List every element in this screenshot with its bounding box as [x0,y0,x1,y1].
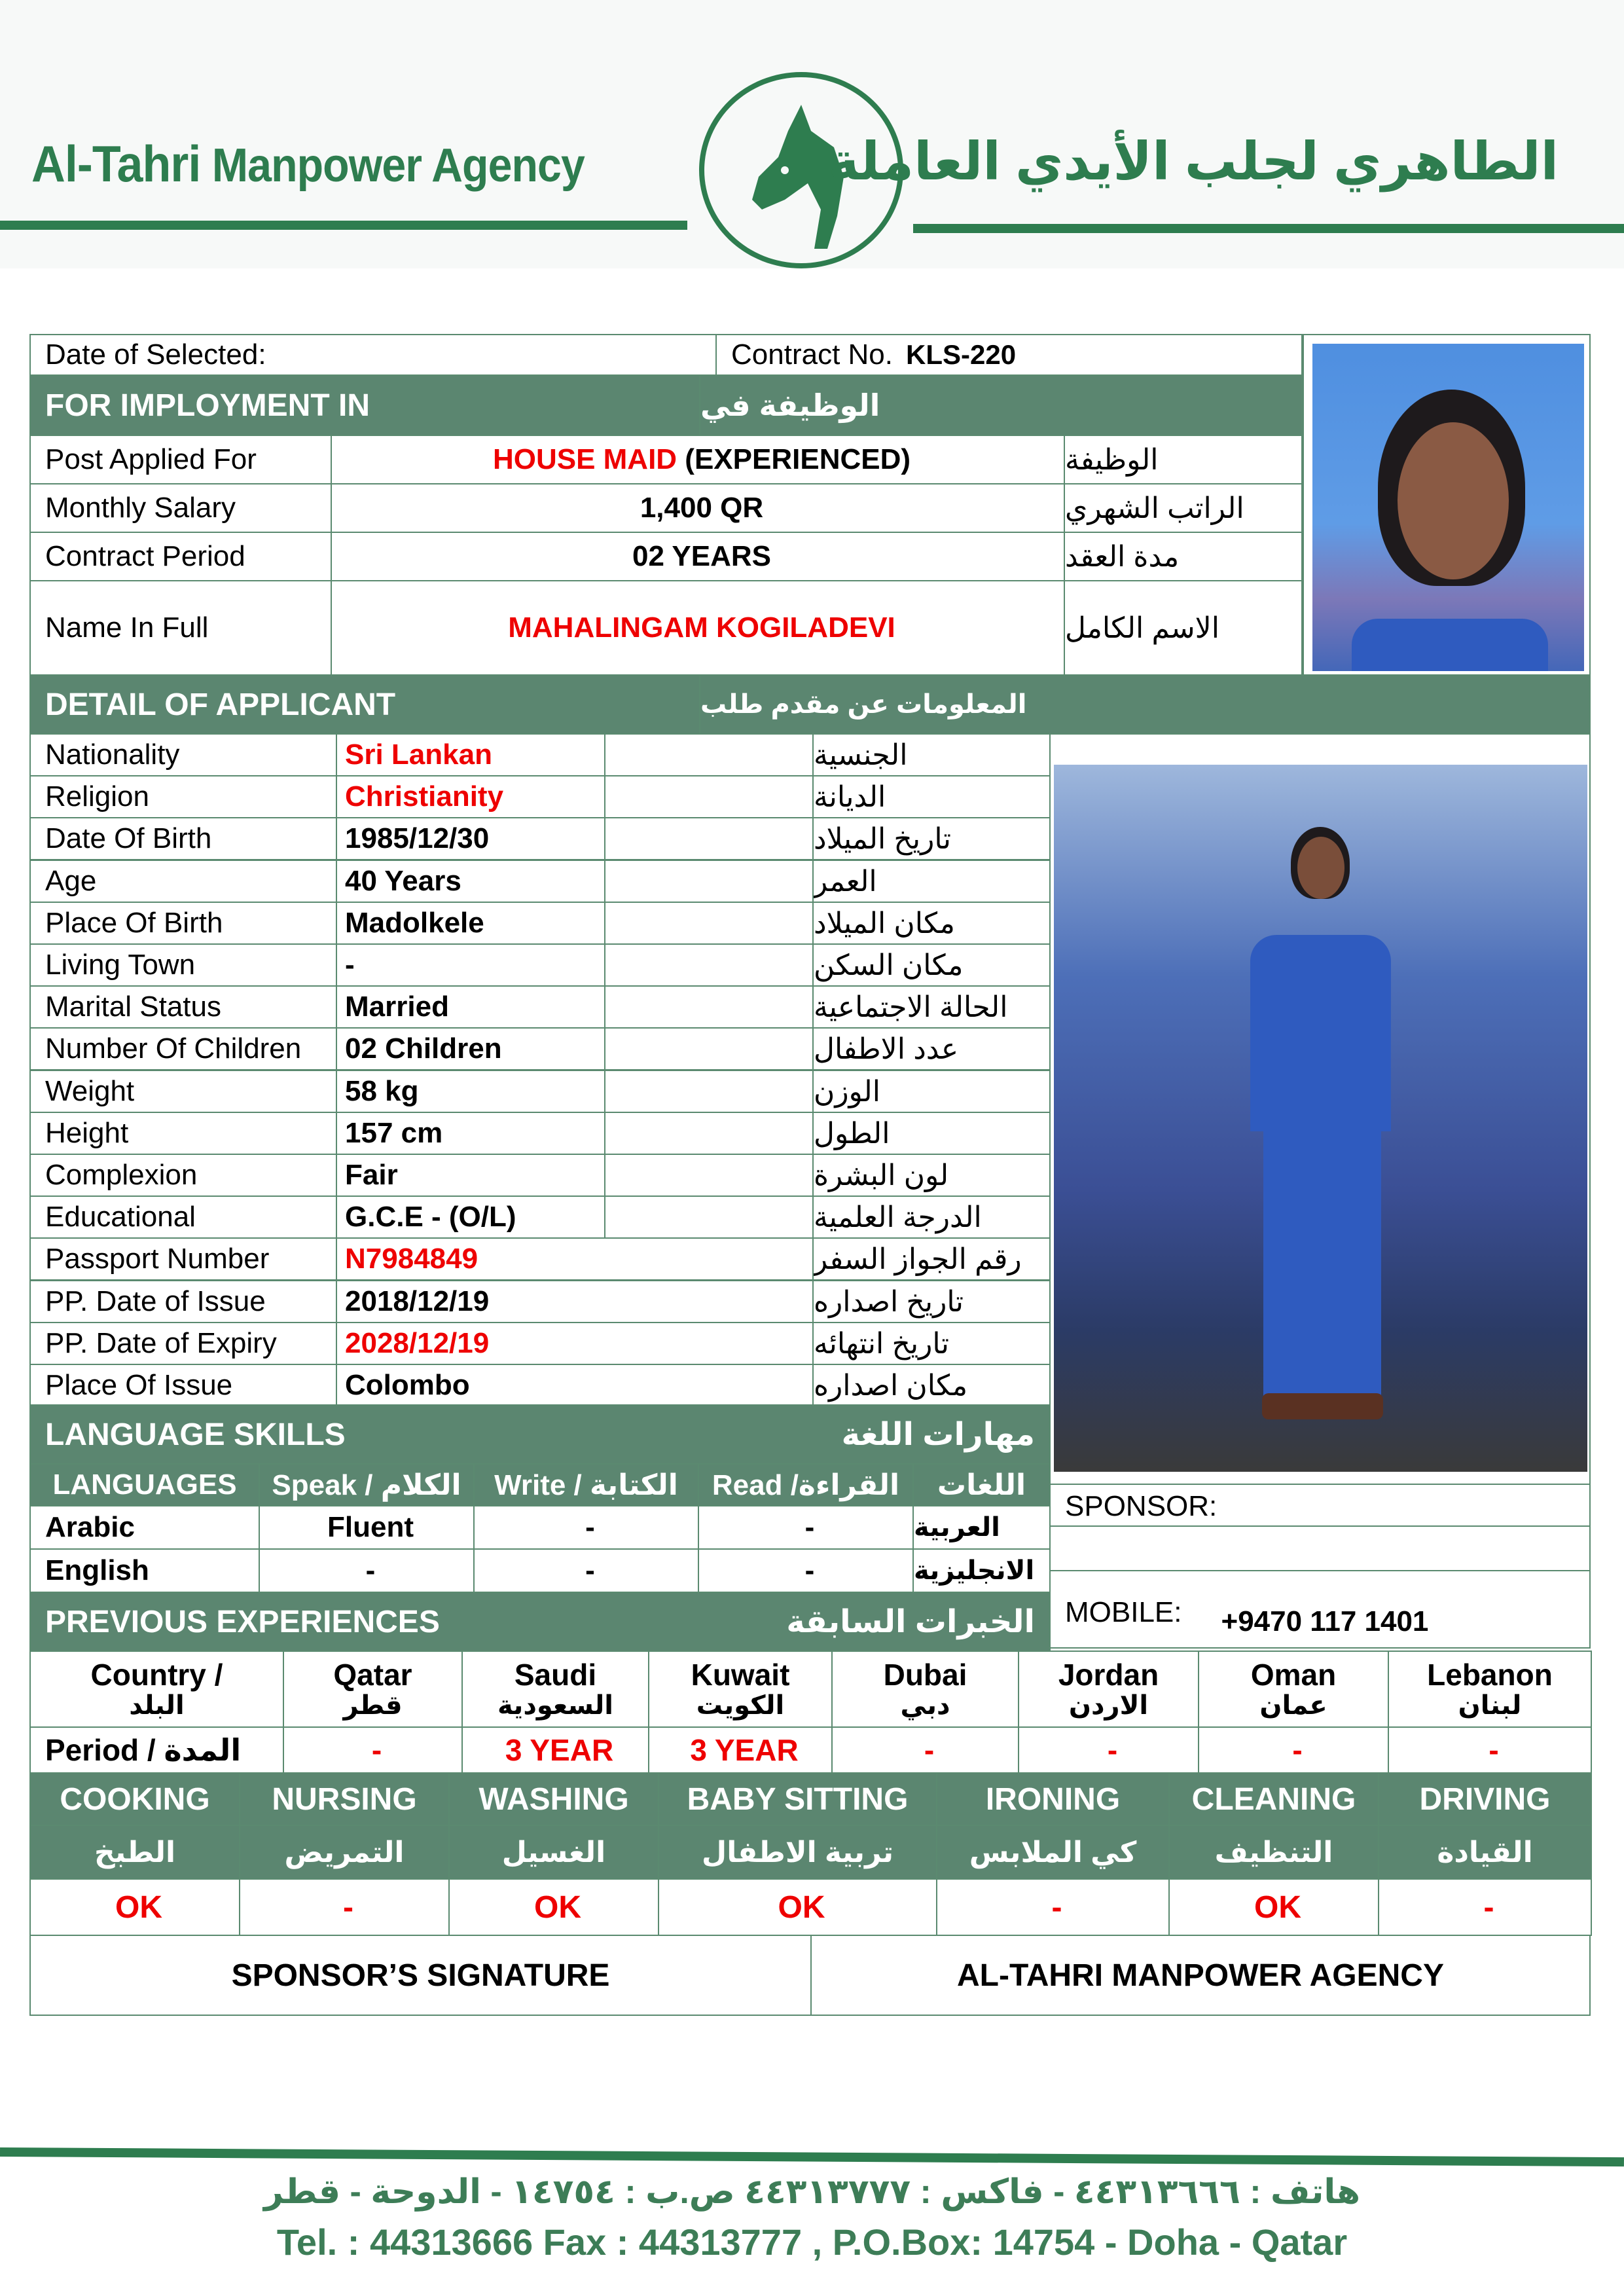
country-name-ar: الكويت [696,1691,785,1721]
applicant-label: Height [29,1112,337,1155]
contract-period-value: 02 YEARS [331,532,1065,581]
experience-title-ar: الخبرات السابقة [786,1605,1035,1639]
applicant-value: Sri Lankan [336,733,605,776]
full-name-label-ar: الاسم الكامل [1064,580,1303,676]
applicant-label-ar: رقم الجواز السفر [812,1237,1051,1281]
skill-header-ar: التمريض [239,1825,450,1880]
experience-header [29,1592,1051,1652]
applicant-value: G.C.E - (O/L) [336,1195,605,1239]
applicant-label: Nationality [29,733,337,776]
contract-no-value: KLS-220 [905,339,1017,370]
contract-period-label-ar: مدة العقد [1064,532,1303,581]
skill-header-ar: الطبخ [29,1825,240,1880]
lang-arabic-name: Arabic [29,1505,260,1550]
applicant-label-ar: الجنسية [812,733,1051,776]
applicant-header-en: DETAIL OF APPLICANT [29,674,700,735]
country-name-ar: دبي [900,1691,950,1721]
language-skills-title-ar: مهارات اللغة [841,1417,1035,1452]
applicant-label: Weight [29,1070,337,1113]
applicant-label-ar: الحالة الاجتماعية [812,985,1051,1029]
experience-country [1388,1651,1592,1728]
lang-arabic-write: - [473,1505,699,1550]
experience-period: - [1018,1726,1199,1774]
experience-country [283,1651,463,1728]
full-name-value: MAHALINGAM KOGILADEVI [331,580,1065,676]
country-name-en: Dubai [883,1657,967,1692]
country-header-ar: البلد [129,1691,185,1721]
lang-english-name-ar: الانجليزية [912,1548,1051,1593]
applicant-blank-cell [604,1195,814,1239]
applicant-label-ar: الوزن [812,1070,1051,1113]
date-selected-cell [29,334,717,376]
applicant-label: Living Town [29,943,337,987]
country-name-en: Lebanon [1427,1657,1553,1692]
skill-header-en: NURSING [239,1772,450,1826]
applicant-label-ar: مكان اصداره [812,1364,1051,1407]
agency-name-arabic: الطاهري لجلب الأيدي العاملة [828,132,1559,191]
applicant-value: Christianity [336,775,605,818]
applicant-blank-cell [604,985,814,1029]
applicant-label: Passport Number [29,1237,337,1281]
applicant-blank-cell [604,1027,814,1070]
skill-header-ar: التنظيف [1168,1825,1379,1880]
contract-no-cell [715,334,1303,376]
skill-header-en: DRIVING [1378,1772,1592,1826]
experience-country [831,1651,1019,1728]
skill-value: - [936,1878,1170,1936]
experience-period: 3 YEAR [648,1726,833,1774]
skill-value: OK [658,1878,937,1936]
applicant-value: Married [336,985,605,1029]
country-name-ar: لبنان [1458,1691,1522,1721]
applicant-blank-cell [604,1112,814,1155]
mobile-label: MOBILE: [1065,1596,1182,1628]
agency-name-english [31,134,585,194]
lang-english-speak: - [259,1548,475,1593]
applicant-full-body-photo [1054,765,1587,1472]
post-applied-role: HOUSE MAID [492,443,677,475]
lang-english-write: - [473,1548,699,1593]
language-skills-title: LANGUAGE SKILLS [45,1417,346,1452]
employment-header-ar: الوظيفة في [699,374,1303,436]
period-label: Period / المدة [29,1726,284,1774]
skill-header-ar: كي الملابس [936,1825,1170,1880]
skill-header-ar: تربية الاطفال [658,1825,937,1880]
lang-col-languages-ar: اللغات [912,1463,1051,1506]
lang-col-speak: Speak / الكلام [259,1463,475,1506]
lang-col-languages: LANGUAGES [29,1463,260,1506]
skill-header-en: BABY SITTING [658,1772,937,1826]
mobile-cell [1049,1570,1591,1649]
skill-header-en: IRONING [936,1772,1170,1826]
experience-country [461,1651,649,1728]
applicant-value: 1985/12/30 [336,817,605,860]
skill-header-en: COOKING [29,1772,240,1826]
applicant-value: Colombo [336,1364,814,1407]
experience-row-header [29,1651,284,1728]
applicant-blank-cell [604,775,814,818]
experience-title: PREVIOUS EXPERIENCES [45,1604,440,1639]
applicant-value: 58 kg [336,1070,605,1113]
lang-col-write: Write / الكتابة [473,1463,699,1506]
country-header-en: Country / [90,1657,223,1692]
footer-contact-arabic: هاتف : ٤٤٣١٣٦٦٦ - فاكس : ٤٤٣١٣٧٧٧ ص.ب : ١٤٧٥٤ - الدوحة - قطر [263,2173,1361,2211]
skill-value: OK [448,1878,659,1936]
applicant-label-ar: العمر [812,860,1051,903]
country-name-ar: قطر [343,1691,403,1721]
applicant-blank-cell [604,733,814,776]
sponsor-label: SPONSOR: [1065,1490,1218,1522]
country-name-en: Saudi [514,1657,597,1692]
applicant-label-ar: الطول [812,1112,1051,1155]
contract-no-label: Contract No. [731,338,893,371]
applicant-value: Fair [336,1154,605,1197]
lang-arabic-speak: Fluent [259,1505,475,1550]
post-applied-label: Post Applied For [29,435,332,484]
country-name-en: Oman [1250,1657,1337,1692]
applicant-label-ar: عدد الاطفال [812,1027,1051,1070]
applicant-label: Place Of Issue [29,1364,337,1407]
applicant-label: Age [29,860,337,903]
applicant-value: Madolkele [336,902,605,945]
applicant-label: Marital Status [29,985,337,1029]
country-name-ar: عمان [1259,1691,1327,1721]
monthly-salary-label-ar: الراتب الشهري [1064,483,1303,533]
applicant-label: Complexion [29,1154,337,1197]
mobile-value: +9470 117 1401 [1221,1605,1429,1637]
sponsor-signature-box[interactable]: SPONSOR’S SIGNATURE [29,1935,812,2016]
skill-header-en: WASHING [448,1772,659,1826]
applicant-label: Number Of Children [29,1027,337,1070]
applicant-value: 40 Years [336,860,605,903]
contract-period-label: Contract Period [29,532,332,581]
full-name-label: Name In Full [29,580,332,676]
applicant-blank-cell [604,1070,814,1113]
applicant-label: PP. Date of Issue [29,1280,337,1323]
footer-rule [0,2147,1624,2166]
language-skills-header [29,1404,1051,1465]
experience-country [648,1651,833,1728]
applicant-label-ar: تاريخ الميلاد [812,817,1051,860]
applicant-label-ar: الدرجة العلمية [812,1195,1051,1239]
country-name-ar: الاردن [1068,1691,1149,1721]
letterhead-rule-right [913,224,1624,233]
sponsor-blank-cell [1049,1525,1591,1571]
employment-header-en: FOR IMPLOYMENT IN [29,374,700,436]
applicant-label-ar: تاريخ انتهائه [812,1322,1051,1365]
applicant-label: PP. Date of Expiry [29,1322,337,1365]
date-selected-label: Date of Selected: [45,338,266,371]
applicant-label: Educational [29,1195,337,1239]
country-name-en: Qatar [333,1657,412,1692]
country-name-ar: السعودية [497,1691,613,1721]
skill-value: - [239,1878,450,1936]
applicant-label-ar: الديانة [812,775,1051,818]
applicant-label-ar: تاريخ اصداره [812,1280,1051,1323]
applicant-blank-cell [604,860,814,903]
letterhead-rule-left [0,221,687,230]
lang-arabic-read: - [698,1505,914,1550]
applicant-blank-cell [604,902,814,945]
agency-name-suffix: Manpower Agency [211,139,585,192]
lang-col-read: Read /القراءة [698,1463,914,1506]
post-applied-value [331,435,1065,484]
applicant-label: Religion [29,775,337,818]
experience-period: - [1388,1726,1592,1774]
experience-period: - [831,1726,1019,1774]
applicant-label: Date Of Birth [29,817,337,860]
skill-value: - [1378,1878,1592,1936]
sponsor-cell [1049,1484,1591,1527]
applicant-value: 2028/12/19 [336,1322,814,1365]
experience-period: 3 YEAR [461,1726,649,1774]
applicant-label: Place Of Birth [29,902,337,945]
agency-signature-box[interactable]: AL-TAHRI MANPOWER AGENCY [810,1935,1591,2016]
applicant-label-ar: مكان الميلاد [812,902,1051,945]
post-applied-label-ar: الوظيفة [1064,435,1303,484]
applicant-blank-cell [604,943,814,987]
applicant-header-ar: المعلومات عن مقدم طلب [699,674,1591,735]
applicant-value: - [336,943,605,987]
skill-value: OK [1168,1878,1379,1936]
applicant-value: 02 Children [336,1027,605,1070]
skill-header-ar: القيادة [1378,1825,1592,1880]
monthly-salary-label: Monthly Salary [29,483,332,533]
footer-contact-english: Tel. : 44313666 Fax : 44313777 , P.O.Box: 14754 - Doha - Qatar [276,2221,1348,2263]
applicant-portrait-photo [1312,344,1584,671]
country-name-en: Jordan [1058,1657,1159,1692]
country-name-en: Kuwait [691,1657,790,1692]
lang-english-read: - [698,1548,914,1593]
agency-name-prefix: Al-Tahri [31,135,201,192]
experience-period: - [1198,1726,1389,1774]
monthly-salary-value: 1,400 QR [331,483,1065,533]
applicant-blank-cell [604,1154,814,1197]
post-applied-qualifier: (EXPERIENCED) [677,443,911,475]
applicant-value: N7984849 [336,1237,814,1281]
lang-arabic-name-ar: العربية [912,1505,1051,1550]
applicant-value: 2018/12/19 [336,1280,814,1323]
applicant-label-ar: مكان السكن [812,943,1051,987]
experience-period: - [283,1726,463,1774]
applicant-blank-cell [604,817,814,860]
skill-value: OK [29,1878,240,1936]
experience-country [1018,1651,1199,1728]
lang-english-name: English [29,1548,260,1593]
applicant-value: 157 cm [336,1112,605,1155]
skill-header-en: CLEANING [1168,1772,1379,1826]
applicant-label-ar: لون البشرة [812,1154,1051,1197]
experience-country [1198,1651,1389,1728]
skill-header-ar: الغسيل [448,1825,659,1880]
